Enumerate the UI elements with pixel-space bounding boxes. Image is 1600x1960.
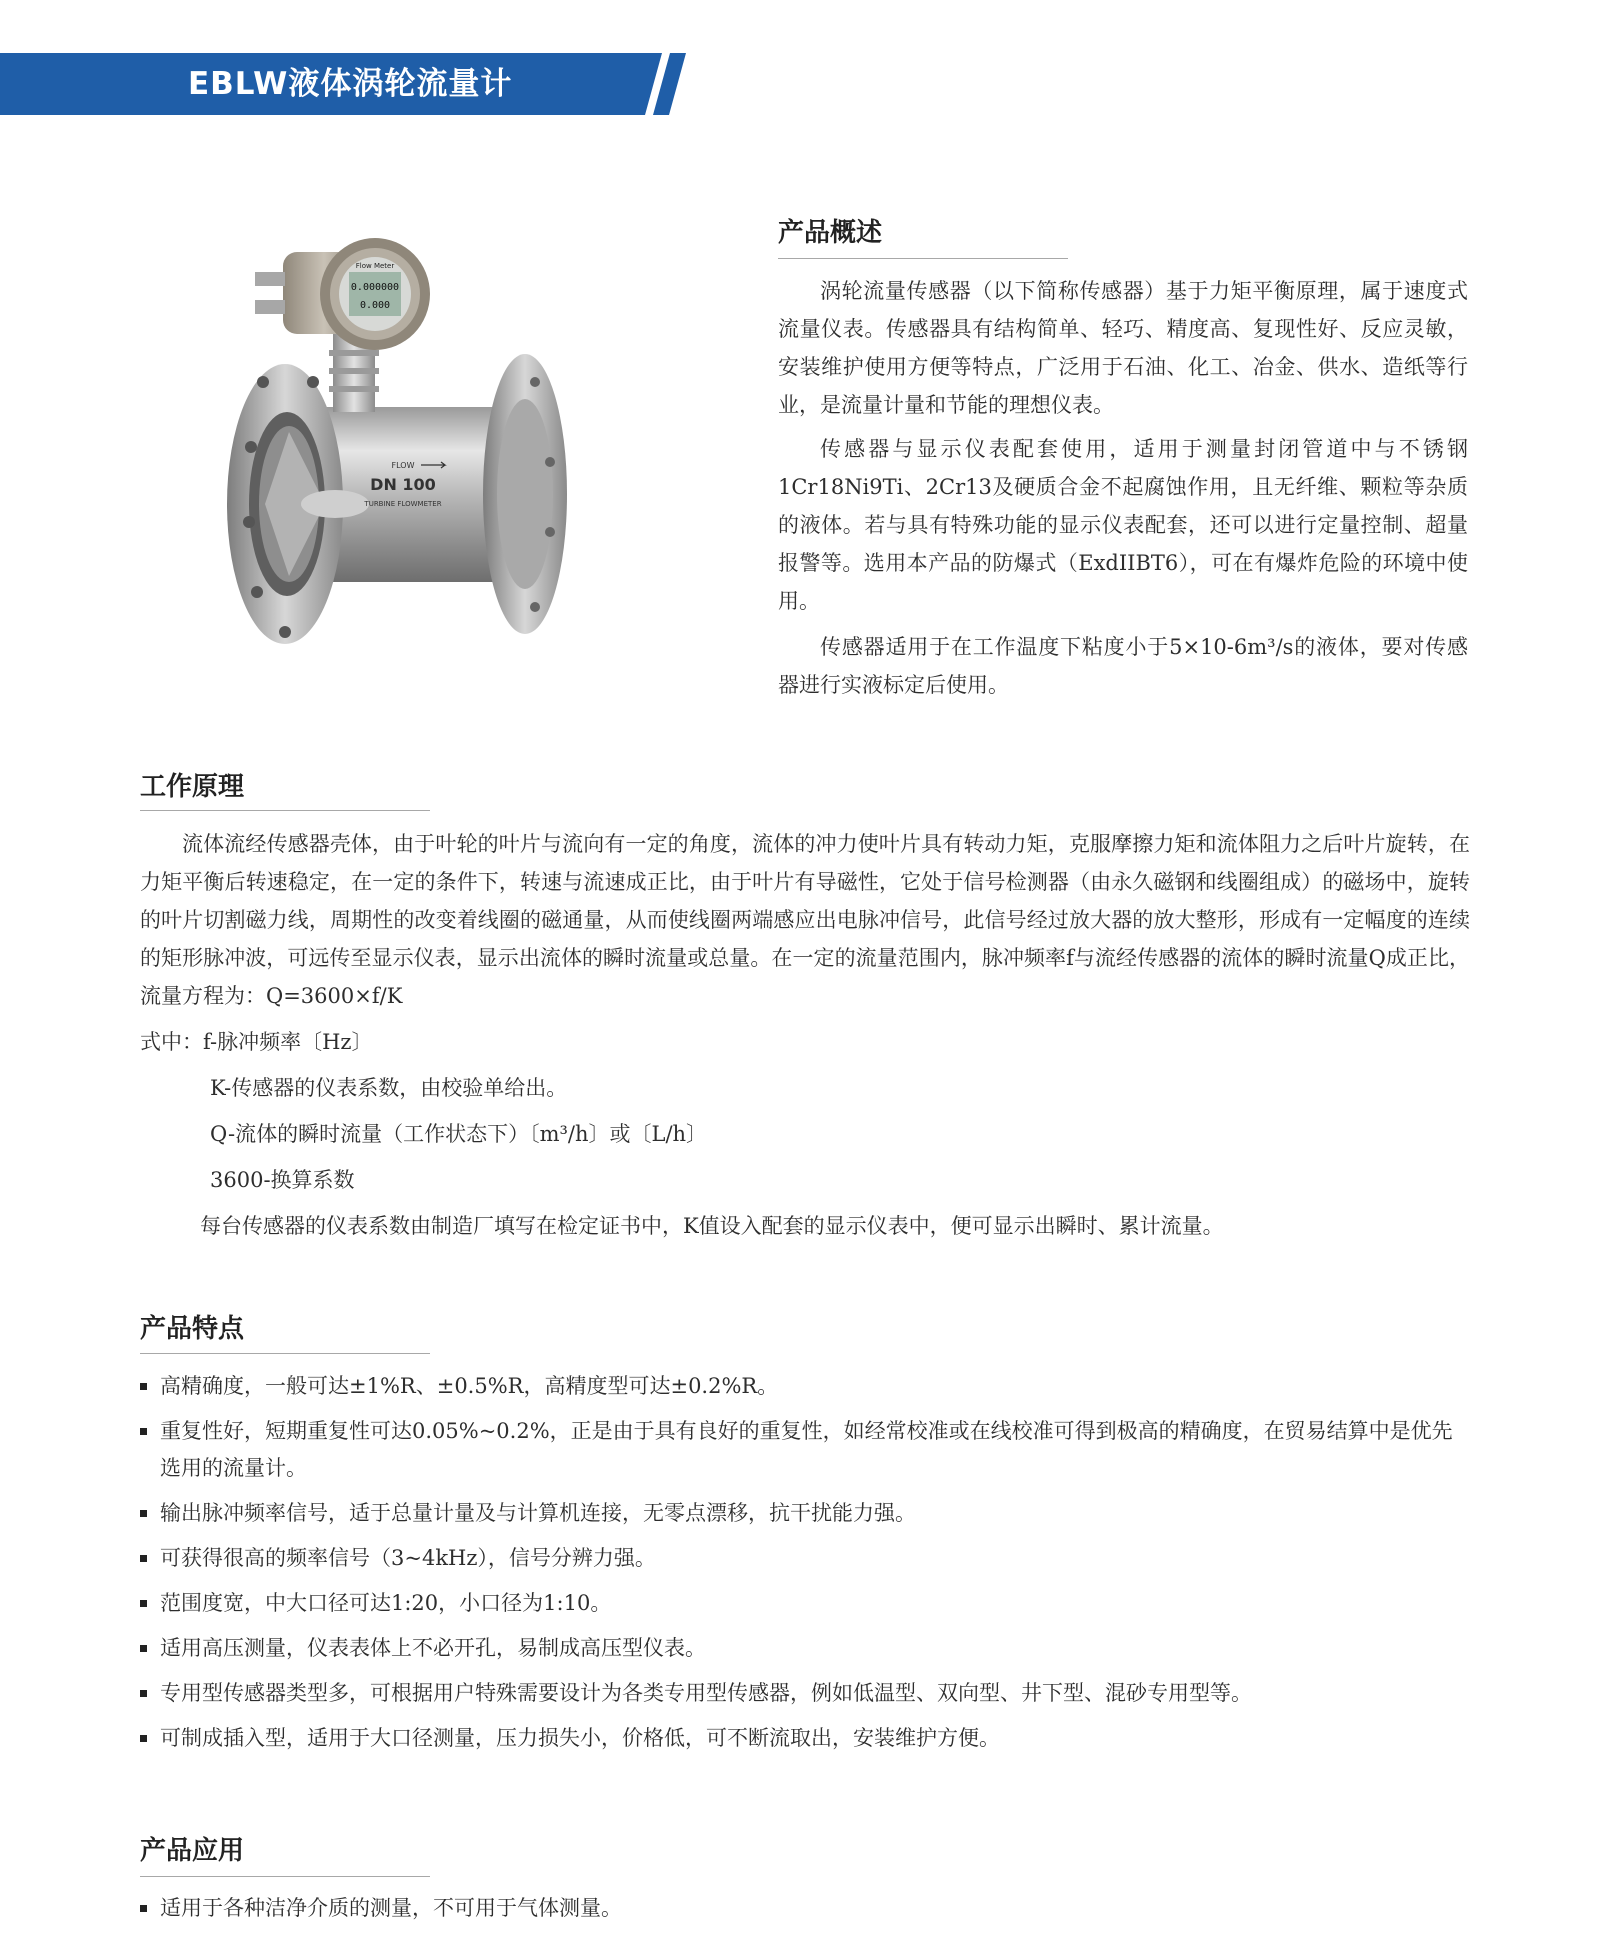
feature-item: 输出脉冲频率信号，适于总量计量及与计算机连接，无零点漂移，抗干扰能力强。 — [140, 1495, 1470, 1532]
overview-paragraph-1: 涡轮流量传感器（以下简称传感器）基于力矩平衡原理，属于速度式流量仪表。传感器具有结构简单、轻巧、精度高、复现性好、反应灵敏，安装维护使用方便等特点，广泛用于石油、化工、冶金、供水、造纸等行业，是流量计量和节能的理想仪表。 — [778, 279, 1468, 417]
turbine-flowmeter-image — [225, 232, 590, 672]
square-bullet-icon — [140, 1645, 147, 1652]
principle-paragraph: 流体流经传感器壳体，由于叶轮的叶片与流向有一定的角度，流体的冲力使叶片具有转动力矩，克服摩擦力矩和流体阻力之后叶片旋转，在力矩平衡后转速稳定，在一定的条件下，转速与流速成正比，由于叶片有导磁性，它处于信号检测器（由永久磁钢和线圈组成）的磁场中，旋转的叶片切割磁力线，周期性的改变着线圈的磁通量，从而使线圈两端感应出电脉冲信号，此信号经过放大器的放大整形，形成有一定幅度的连续的矩形脉冲波，可远传至显示仪表，显示出流体的瞬时流量或总量。在一定的流量范围内，脉冲频率f与流经传感器的流体的瞬时流量Q成正比，流量方程为：Q=3600×f/K — [140, 832, 1470, 1008]
feature-item: 专用型传感器类型多，可根据用户特殊需要设计为各类专用型传感器，例如低温型、双向型、井下型、混砂专用型等。 — [140, 1675, 1470, 1712]
feature-item: 可获得很高的频率信号（3~4kHz），信号分辨力强。 — [140, 1540, 1470, 1577]
display-digits: 0.000000 — [350, 282, 400, 293]
application-item: 适用于各种洁净介质的测量，不可用于气体测量。 — [140, 1890, 1470, 1927]
body-flow-label: FLOW — [391, 461, 415, 470]
display-digits-2: 0.000 — [359, 300, 391, 311]
square-bullet-icon — [140, 1600, 147, 1607]
overview-rule — [778, 258, 1068, 259]
body-name-label: TURBINE FLOWMETER — [364, 500, 442, 508]
body-size-label: DN 100 — [370, 475, 436, 494]
page-title: EBLW液体涡轮流量计 — [188, 66, 513, 102]
feature-item: 重复性好，短期重复性可达0.05%~0.2%，正是由于具有良好的重复性，如经常校准或在线校准可得到极高的精确度，在贸易结算中是优先选用的流量计。 — [140, 1413, 1470, 1487]
feature-item: 高精确度，一般可达±1%R、±0.5%R，高精度型可达±0.2%R。 — [140, 1368, 1470, 1405]
square-bullet-icon — [140, 1510, 147, 1517]
features-list — [140, 1368, 1470, 1765]
overview-paragraph-2: 传感器与显示仪表配套使用，适用于测量封闭管道中与不锈钢1Cr18Ni9Ti、2Cr13及硬质合金不起腐蚀作用，且无纤维、颗粒等杂质的液体。若与具有特殊功能的显示仪表配套，还可以进行定量控制、超量报警等。选用本产品的防爆式（ExdIIBT6），可在有爆炸危险的环境中使用。 — [778, 437, 1468, 613]
feature-item: 可制成插入型，适用于大口径测量，压力损失小，价格低，可不断流取出，安装维护方便。 — [140, 1720, 1470, 1757]
feature-item: 适用高压测量，仪表表体上不必开孔，易制成高压型仪表。 — [140, 1630, 1470, 1667]
features-title: 产品特点 — [140, 1314, 245, 1344]
square-bullet-icon — [140, 1690, 147, 1697]
formula-line-5: 每台传感器的仪表系数由制造厂填写在检定证书中，K值设入配套的显示仪表中，便可显示出瞬时、累计流量。 — [200, 1214, 1224, 1238]
features-rule — [140, 1353, 430, 1354]
formula-line-1: 式中：f-脉冲频率〔Hz〕 — [140, 1030, 373, 1054]
overview-title: 产品概述 — [778, 218, 883, 248]
formula-line-3: Q-流体的瞬时流量（工作状态下）〔m³/h〕或〔L/h〕 — [210, 1122, 708, 1146]
display-label: Flow Meter — [355, 262, 395, 270]
application-list — [140, 1890, 1470, 1935]
principle-rule — [140, 810, 430, 811]
square-bullet-icon — [140, 1555, 147, 1562]
formula-line-2: K-传感器的仪表系数，由校验单给出。 — [210, 1076, 568, 1100]
product-image — [225, 232, 590, 672]
application-rule — [140, 1876, 430, 1877]
square-bullet-icon — [140, 1383, 147, 1390]
principle-title: 工作原理 — [140, 772, 245, 802]
square-bullet-icon — [140, 1428, 147, 1435]
square-bullet-icon — [140, 1905, 147, 1912]
application-title: 产品应用 — [140, 1836, 245, 1866]
feature-item: 范围度宽，中大口径可达1:20，小口径为1:10。 — [140, 1585, 1470, 1622]
square-bullet-icon — [140, 1735, 147, 1742]
formula-line-4: 3600-换算系数 — [210, 1168, 355, 1192]
overview-paragraph-3: 传感器适用于在工作温度下粘度小于5×10-6m³/s的液体，要对传感器进行实液标定后使用。 — [778, 635, 1468, 697]
